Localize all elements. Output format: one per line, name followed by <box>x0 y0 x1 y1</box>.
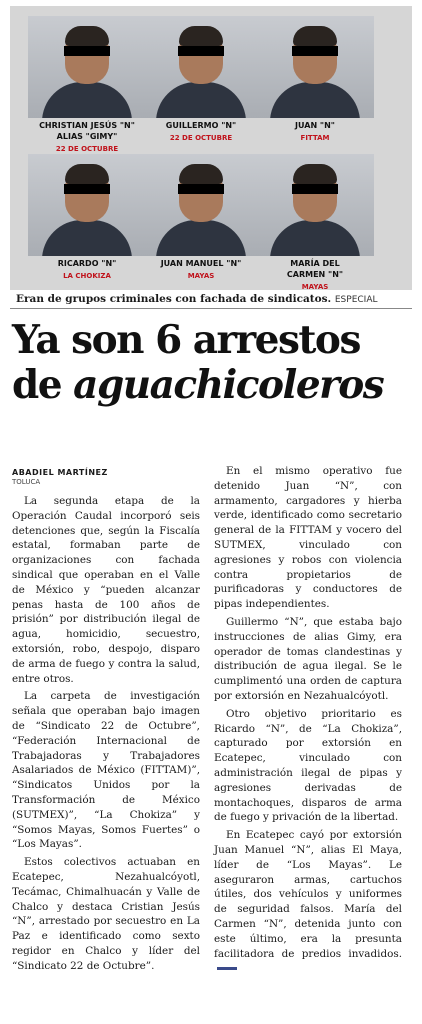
mugshot-photo <box>28 154 146 256</box>
mugshot-photo <box>256 16 374 118</box>
headline-line2-italic: aguachicoleros <box>73 362 384 408</box>
mugshot-photo <box>256 154 374 256</box>
body-column-2 <box>214 464 402 979</box>
person-group: LA CHOKIZA <box>63 272 111 280</box>
person-name: JUAN MANUEL "N" <box>160 259 242 268</box>
person-card <box>256 16 374 152</box>
person-name: CHRISTIAN JESÚS "N" <box>39 121 135 130</box>
person-group: FITTAM <box>300 134 330 142</box>
person-group: MAYAS <box>301 283 329 291</box>
person-caption <box>28 258 146 282</box>
mugshot-photo <box>142 16 260 118</box>
person-name: JUAN "N" <box>295 121 335 130</box>
person-group: 22 DE OCTUBRE <box>55 145 119 153</box>
person-card <box>28 16 146 152</box>
body-column-1 <box>12 494 200 977</box>
person-group: MAYAS <box>187 272 215 280</box>
body-paragraph: Guillermo “N”, que estaba bajo instrucciones de alias Gimy, era operador de tomas clandestinas y distribución de agua ilegal. Se le cumplimentó una orden de captura por extorsión en Nezahualcóyotl. <box>214 615 402 702</box>
body-paragraph: La segunda etapa de la Operación Caudal incorporó seis detenciones que, según la Fiscalía estatal, formaban parte de organizaciones con fachada sindical que operaban en el Valle de México y “pueden alcanzar penas hasta de 100 años de prisión” por distribución ilegal de agua, homicidio, secuestro, extorsión, robo, despojo, disparo de arma de fuego y contra la salud, entre otros. <box>12 495 200 685</box>
person-alias: ALIAS "GIMY" <box>56 132 118 141</box>
body-paragraph: En Ecatepec cayó por extorsión Juan Manuel “N”, alias El Maya, líder de “Los Mayas”. Le aseguraron armas, cartuchos útiles, dos vehículos y uniformes de seguridad falsos. María del Carmen “N”, detenida junto con este último, era la presunta facilitadora de predios invadidos. <box>214 828 402 976</box>
body-paragraph: Estos colectivos actuaban en Ecatepec, Nezahualcóyotl, Tecámac, Chimalhuacán y Valle de Chalco y destaca Cristian Jesús “N”, arrestado por secuestro en La Paz e identificado como sexto regidor en Chalco y líder del “Sindicato 22 de Octubre”. <box>12 856 200 972</box>
headline-line2-pre: de <box>12 362 74 408</box>
person-caption <box>256 258 374 293</box>
mugshot-photo <box>28 16 146 118</box>
person-name: RICARDO "N" <box>57 259 117 268</box>
person-card <box>28 154 146 290</box>
caption-text: Eran de grupos criminales con fachada de sindicatos. <box>16 293 332 305</box>
person-alias: CARMEN "N" <box>286 270 344 279</box>
divider <box>10 308 412 309</box>
person-card <box>256 154 374 290</box>
caption-credit: ESPECIAL <box>334 295 378 305</box>
mugshot-photo <box>142 154 260 256</box>
person-group: 22 DE OCTUBRE <box>169 134 233 142</box>
body-paragraph: En el mismo operativo fue detenido Juan “N”, con armamento, cargadores y hierba verde, identificado como secretario general de la FITTAM y vocero del SUTMEX, vinculado con agresiones y robos con violencia contra propietarios de purificadoras y conductores de pipas independientes. <box>214 465 402 611</box>
person-caption <box>142 258 260 282</box>
end-mark <box>217 967 237 970</box>
photo-grid <box>10 6 412 290</box>
person-card <box>142 154 260 290</box>
headline <box>12 318 416 408</box>
headline-line1: Ya son 6 arrestos <box>12 317 360 363</box>
person-caption <box>142 120 260 144</box>
body-paragraph: Otro objetivo prioritario es Ricardo “N”, de “La Chokiza”, capturado por extorsión en Ecatepec, vinculado con administración ilegal de pipas y agresiones derivadas de montachoques, disparos de arma de fuego y privación de la libertad. <box>214 707 402 824</box>
person-caption <box>256 120 374 144</box>
body-paragraph: La carpeta de investigación señala que operaban bajo imagen de “Sindicato 22 de Octubre”, “Federación Internacional de Trabajadoras y Trabajadores Asalariados de México (FITTAM)”, “Sindicatos Unidos por la Transformación de México (SUTMEX)”, “La Chokiza” y “Somos Mayas, Somos Fuertes” o “Los Mayas”. <box>12 690 200 851</box>
person-name: MARÍA DEL <box>290 259 340 268</box>
byline-author: ABADIEL MARTÍNEZ <box>12 468 108 477</box>
photo-caption <box>16 292 412 307</box>
person-name: GUILLERMO "N" <box>165 121 237 130</box>
person-card <box>142 16 260 152</box>
person-caption <box>28 120 146 155</box>
byline-place: TOLUCA <box>12 478 41 486</box>
